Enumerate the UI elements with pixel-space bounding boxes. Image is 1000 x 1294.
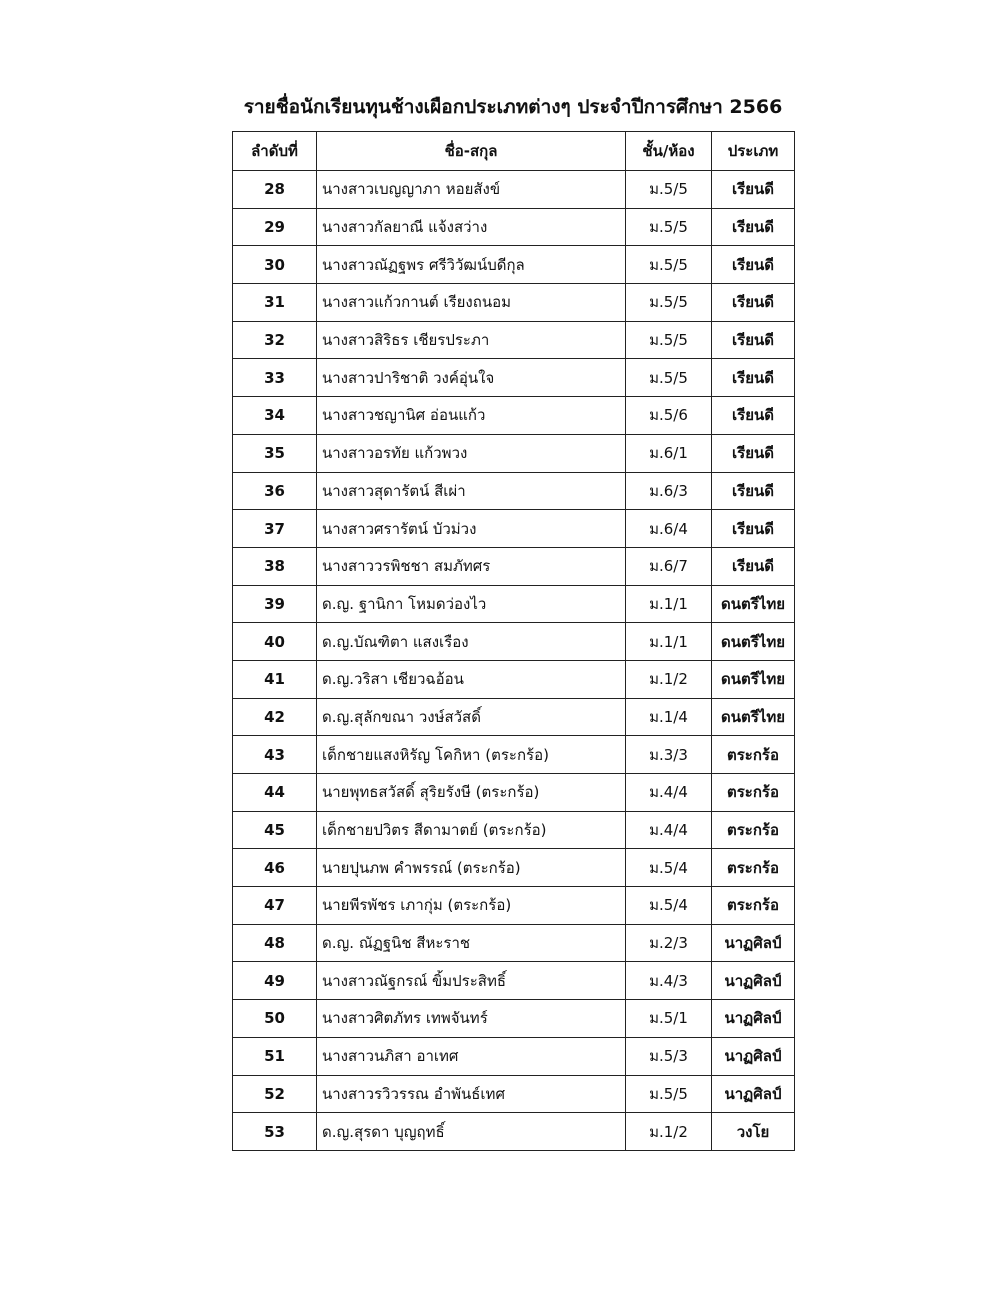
scholarship-type: นาฏศิลป์ bbox=[712, 1000, 795, 1038]
class-room: ม.1/1 bbox=[626, 585, 712, 623]
student-name: นางสาวชญานิศ อ่อนแก้ว bbox=[317, 397, 626, 435]
student-name: นายพีรพัชร เภากุ่ม (ตระกร้อ) bbox=[317, 887, 626, 925]
table-body bbox=[233, 171, 795, 1151]
header-row bbox=[233, 132, 795, 171]
row-number: 53 bbox=[233, 1113, 317, 1151]
scholarship-type: เรียนดี bbox=[712, 321, 795, 359]
row-number: 33 bbox=[233, 359, 317, 397]
student-table bbox=[232, 131, 795, 1151]
row-number: 49 bbox=[233, 962, 317, 1000]
scholarship-type: ดนตรีไทย bbox=[712, 585, 795, 623]
scholarship-type: ดนตรีไทย bbox=[712, 660, 795, 698]
class-room: ม.5/5 bbox=[626, 359, 712, 397]
document-title: รายชื่อนักเรียนทุนช้างเผือกประเภทต่างๆ ประจำปีการศึกษา 2566 bbox=[243, 96, 783, 118]
table-row bbox=[233, 1037, 795, 1075]
scholarship-type: ตระกร้อ bbox=[712, 774, 795, 812]
class-room: ม.5/5 bbox=[626, 321, 712, 359]
scholarship-type: ดนตรีไทย bbox=[712, 623, 795, 661]
table-row bbox=[233, 924, 795, 962]
row-number: 31 bbox=[233, 284, 317, 322]
row-number: 37 bbox=[233, 510, 317, 548]
table-row bbox=[233, 736, 795, 774]
scholarship-type: นาฏศิลป์ bbox=[712, 962, 795, 1000]
class-room: ม.6/4 bbox=[626, 510, 712, 548]
row-number: 42 bbox=[233, 698, 317, 736]
table-row bbox=[233, 962, 795, 1000]
scholarship-type: ตระกร้อ bbox=[712, 811, 795, 849]
scholarship-type: เรียนดี bbox=[712, 434, 795, 472]
scholarship-type: เรียนดี bbox=[712, 284, 795, 322]
scholarship-type: เรียนดี bbox=[712, 547, 795, 585]
class-room: ม.5/5 bbox=[626, 246, 712, 284]
class-room: ม.5/5 bbox=[626, 284, 712, 322]
table-row bbox=[233, 547, 795, 585]
header-no: ลำดับที่ bbox=[233, 132, 317, 171]
class-room: ม.5/5 bbox=[626, 208, 712, 246]
class-room: ม.5/5 bbox=[626, 171, 712, 209]
student-name: ด.ญ.วริสา เชียวฉอ้อน bbox=[317, 660, 626, 698]
table-row bbox=[233, 359, 795, 397]
table-row bbox=[233, 849, 795, 887]
class-room: ม.6/1 bbox=[626, 434, 712, 472]
scholarship-type: เรียนดี bbox=[712, 208, 795, 246]
class-room: ม.5/5 bbox=[626, 1075, 712, 1113]
scholarship-type: วงโย bbox=[712, 1113, 795, 1151]
student-name: นางสาวแก้วกานต์ เรียงถนอม bbox=[317, 284, 626, 322]
table-row bbox=[233, 284, 795, 322]
class-room: ม.1/4 bbox=[626, 698, 712, 736]
student-name: นางสาวกัลยาณี แจ้งสว่าง bbox=[317, 208, 626, 246]
student-name: นางสาวเบญญาภา หอยสังข์ bbox=[317, 171, 626, 209]
row-number: 51 bbox=[233, 1037, 317, 1075]
table-row bbox=[233, 321, 795, 359]
student-name: นางสาวอรทัย แก้วพวง bbox=[317, 434, 626, 472]
class-room: ม.4/4 bbox=[626, 774, 712, 812]
scholarship-type: นาฏศิลป์ bbox=[712, 1037, 795, 1075]
table-row bbox=[233, 171, 795, 209]
scholarship-type: เรียนดี bbox=[712, 397, 795, 435]
scholarship-type: ตระกร้อ bbox=[712, 849, 795, 887]
scholarship-type: เรียนดี bbox=[712, 359, 795, 397]
scholarship-type: นาฏศิลป์ bbox=[712, 1075, 795, 1113]
row-number: 38 bbox=[233, 547, 317, 585]
scholarship-type: ตระกร้อ bbox=[712, 887, 795, 925]
row-number: 40 bbox=[233, 623, 317, 661]
class-room: ม.1/2 bbox=[626, 660, 712, 698]
student-name: นายปุนภพ คำพรรณ์ (ตระกร้อ) bbox=[317, 849, 626, 887]
header-type: ประเภท bbox=[712, 132, 795, 171]
student-name: นางสาวศรารัตน์ บัวม่วง bbox=[317, 510, 626, 548]
row-number: 45 bbox=[233, 811, 317, 849]
row-number: 44 bbox=[233, 774, 317, 812]
header-class: ชั้น/ห้อง bbox=[626, 132, 712, 171]
student-name: นางสาวปาริชาติ วงค์อุ่นใจ bbox=[317, 359, 626, 397]
row-number: 48 bbox=[233, 924, 317, 962]
row-number: 39 bbox=[233, 585, 317, 623]
class-room: ม.5/3 bbox=[626, 1037, 712, 1075]
class-room: ม.5/1 bbox=[626, 1000, 712, 1038]
class-room: ม.3/3 bbox=[626, 736, 712, 774]
table-row bbox=[233, 1000, 795, 1038]
scholarship-type: เรียนดี bbox=[712, 472, 795, 510]
table-row bbox=[233, 434, 795, 472]
student-name: นางสาวศิตภัทร เทพจันทร์ bbox=[317, 1000, 626, 1038]
student-name: ด.ญ.สุลักขณา วงษ์สวัสดิ์ bbox=[317, 698, 626, 736]
class-room: ม.5/4 bbox=[626, 849, 712, 887]
student-name: นางสาวนภิสา อาเทศ bbox=[317, 1037, 626, 1075]
student-name: นางสาวณัฐกรณ์ ขิ้มประสิทธิ์ bbox=[317, 962, 626, 1000]
header-name: ชื่อ-สกุล bbox=[317, 132, 626, 171]
row-number: 32 bbox=[233, 321, 317, 359]
table-row bbox=[233, 1075, 795, 1113]
table-row bbox=[233, 698, 795, 736]
table-row bbox=[233, 660, 795, 698]
student-name: เด็กชายแสงหิรัญ โคกิหา (ตระกร้อ) bbox=[317, 736, 626, 774]
student-name: นางสาวรวิวรรณ อำพันธ์เทศ bbox=[317, 1075, 626, 1113]
class-room: ม.5/4 bbox=[626, 887, 712, 925]
student-name: นางสาวณัฏฐพร ศรีวิวัฒน์บดีกุล bbox=[317, 246, 626, 284]
table-row bbox=[233, 1113, 795, 1151]
scholarship-type: ตระกร้อ bbox=[712, 736, 795, 774]
row-number: 34 bbox=[233, 397, 317, 435]
table-row bbox=[233, 510, 795, 548]
class-room: ม.1/2 bbox=[626, 1113, 712, 1151]
row-number: 36 bbox=[233, 472, 317, 510]
table-row bbox=[233, 208, 795, 246]
row-number: 46 bbox=[233, 849, 317, 887]
student-name: ด.ญ.บัณฑิตา แสงเรือง bbox=[317, 623, 626, 661]
student-name: ด.ญ.สุรดา บุญฤทธิ์ bbox=[317, 1113, 626, 1151]
row-number: 50 bbox=[233, 1000, 317, 1038]
class-room: ม.1/1 bbox=[626, 623, 712, 661]
student-name: นางสาววรพิชชา สมภัทศร bbox=[317, 547, 626, 585]
row-number: 52 bbox=[233, 1075, 317, 1113]
student-name: นางสาวสุดารัตน์ สีเผ่า bbox=[317, 472, 626, 510]
scholarship-type: นาฏศิลป์ bbox=[712, 924, 795, 962]
table-row bbox=[233, 774, 795, 812]
scholarship-type: ดนตรีไทย bbox=[712, 698, 795, 736]
table-row bbox=[233, 472, 795, 510]
class-room: ม.4/4 bbox=[626, 811, 712, 849]
student-name: เด็กชายปวิตร สีดามาตย์ (ตระกร้อ) bbox=[317, 811, 626, 849]
table-row bbox=[233, 623, 795, 661]
class-room: ม.6/3 bbox=[626, 472, 712, 510]
table-row bbox=[233, 887, 795, 925]
student-name: นางสาวสิริธร เชียรประภา bbox=[317, 321, 626, 359]
table-row bbox=[233, 585, 795, 623]
scholarship-type: เรียนดี bbox=[712, 246, 795, 284]
row-number: 29 bbox=[233, 208, 317, 246]
class-room: ม.2/3 bbox=[626, 924, 712, 962]
table-row bbox=[233, 397, 795, 435]
class-room: ม.5/6 bbox=[626, 397, 712, 435]
row-number: 35 bbox=[233, 434, 317, 472]
table-row bbox=[233, 811, 795, 849]
scholarship-type: เรียนดี bbox=[712, 171, 795, 209]
table-row bbox=[233, 246, 795, 284]
row-number: 43 bbox=[233, 736, 317, 774]
class-room: ม.6/7 bbox=[626, 547, 712, 585]
row-number: 30 bbox=[233, 246, 317, 284]
row-number: 41 bbox=[233, 660, 317, 698]
class-room: ม.4/3 bbox=[626, 962, 712, 1000]
student-name: นายพุทธสวัสดิ์ สุริยรังษี (ตระกร้อ) bbox=[317, 774, 626, 812]
row-number: 47 bbox=[233, 887, 317, 925]
row-number: 28 bbox=[233, 171, 317, 209]
student-name: ด.ญ. ฐานิกา โหมดว่องไว bbox=[317, 585, 626, 623]
student-name: ด.ญ. ณัฏฐนิช สีหะราช bbox=[317, 924, 626, 962]
scholarship-type: เรียนดี bbox=[712, 510, 795, 548]
table-header bbox=[233, 132, 795, 171]
